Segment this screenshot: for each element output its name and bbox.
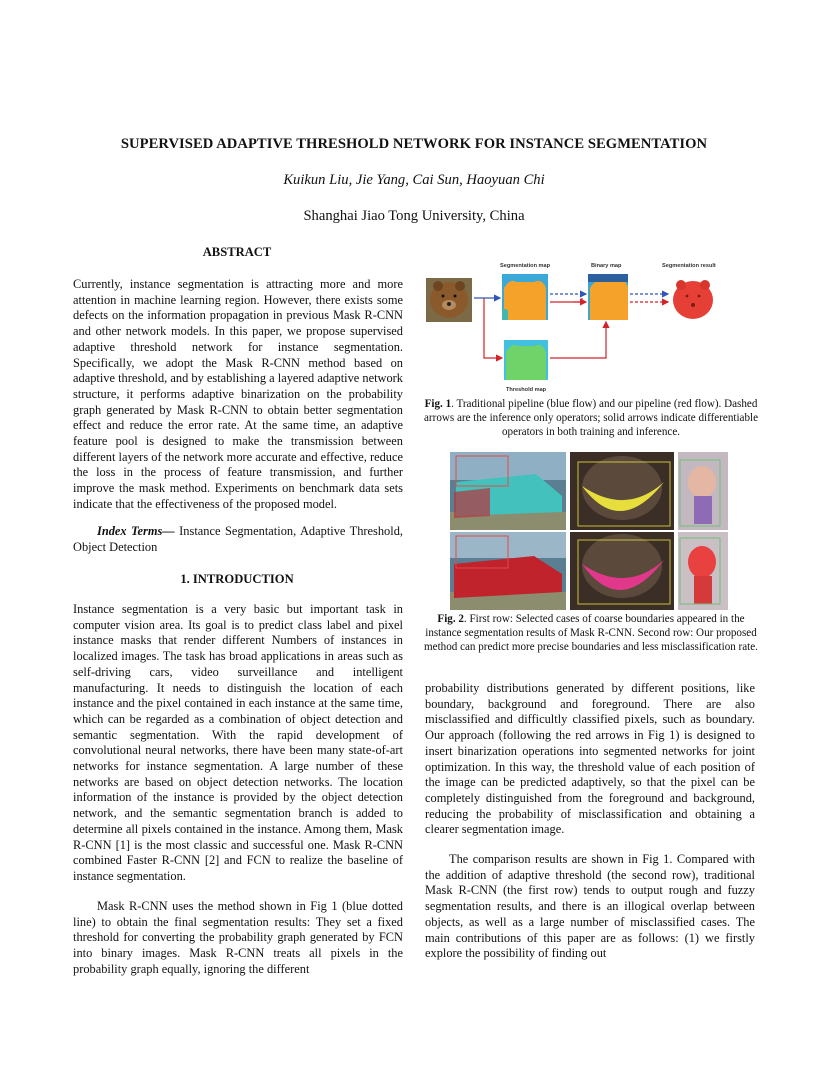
train-row1-image [450,452,566,530]
figure-2-comparison [450,452,728,610]
paper-title: SUPERVISED ADAPTIVE THRESHOLD NETWORK FOR INSTANCE SEGMENTATION [120,136,708,152]
figure-2-caption-label: Fig. 2 [437,613,464,625]
banana-row2-image [570,532,674,610]
red-arrow-seg-to-binary [550,298,582,302]
figure-1-caption-label: Fig. 1 [424,398,452,410]
banana-row1-image [570,452,674,530]
figure-2-caption [424,612,758,654]
index-terms-text: Instance Segmentation, Adaptive Threshold, Object Detection [73,524,403,554]
red-arrow-threshold-to-binary [550,322,606,358]
index-terms-label: Index Terms— [97,524,175,538]
binary-map-image [588,274,628,320]
figure-1-caption-text: . Traditional pipeline (blue flow) and our pipeline (red flow). Dashed arrows are the inference only operators; solid arrows indicate differentiable operators in both training and inference. [424,398,759,438]
label-segmentation-map: Segmentation map [500,263,551,269]
threshold-map-image [504,340,548,380]
index-terms [73,524,403,555]
figure-2-caption-text: . First row: Selected cases of coarse boundaries appeared in the instance segmentation results of Mask R-CNN. Second row: Our proposed method can predict more precise boundaries and less misclassification rate. [424,613,758,653]
segmentation-result-image [670,278,716,322]
label-segmentation-result: Segmentation result [662,263,716,269]
intro-paragraph-3: probability distributions generated by different positions, like boundary, background and foreground. There are also misclassified and difficultly classified pixels, such as boundary. Our approach (following the red arrows in Fig 1) is designed to insert binarization operations into segmented networks for joint optimization. In this way, the threshold value of each position of the image can be predicted adaptively, so that the pixel can be completely distinguished from the foreground and background, reducing the probability of misclassification and obtaining a clearer segmentation image. [425,681,755,837]
intro-paragraph-1: Instance segmentation is a very basic but important task in computer vision area. Its goal is to predict class label and pixel instance masks that render different Numbers of instances in localized images. The task has broad applications in areas such as self-driving cars, video surveillance and intelligent manufacturing. It needs to distinguish the location of each instance and the pixel contained in each instance at the same time, which can be regarded as a combination of object detection and semantic segmentation. With the rapid development of convolutional neural networks, there have been many state-of-art networks for instance segmentation. A large number of these networks are based on object detection networks. The location information of the instance is provided by the object detection network, and the semantic segmentation branch is added to determine all pixels contained in the instance. Among them, Mask R-CNN [1] is the most classic and successful one. Mask R-CNN combined Faster R-CNN [2] and FCN to realize the baseline of instance segmentation. [73,602,403,883]
train-row2-image [450,532,566,610]
person-row1-image [678,452,728,530]
label-binary-map: Binary map [591,263,622,269]
figure-1-caption [424,397,758,439]
person-row2-image [678,532,728,610]
abstract-body: Currently, instance segmentation is attracting more and more attention in machine learning region. However, there exists some defects on the information propagation in previous Mask R-CNN and other network models. In this paper, we propose supervised adaptive threshold network for instance segmentation. Specifically, we adopt the Mask R-CNN method based on adaptive threshold, and by establishing a layered adaptive network structure, it performs adaptive binarization on the probability graph generated by Mask R-CNN to obtain better segmentation effect and reduce the error rate. At the same time, an adaptive feature pool is designed to make the transmission between different layers of the network more accurate and effective, reduce the loss in the process of feature transmission, and further improve the mask method. Experiments on benchmark data sets indicate that the effectiveness of the proposed model. [73,277,403,511]
paper-affiliation: Shanghai Jiao Tong University, China [303,208,525,224]
intro-paragraph-2: Mask R-CNN uses the method shown in Fig 1 (blue dotted line) to obtain the final segmentation results: They set a fixed threshold for converting the probability graph generated by FCN into binary images. Mask R-CNN treats all pixels in the probability graph equally, ignoring the different [73,899,403,976]
paper-authors: Kuikun Liu, Jie Yang, Cai Sun, Haoyuan Chi [283,172,545,188]
figure-1-pipeline [424,258,754,394]
segmentation-map-image [502,274,548,320]
red-arrow-to-threshold [484,298,502,358]
intro-paragraph-4: The comparison results are shown in Fig 1. Compared with the addition of adaptive threshold (the second row), traditional Mask R-CNN (the first row) tends to output rough and fuzzy segmentation results, and there is an illogical overlap between objects, as well as a large number of misclassified cases. The main contributions of this paper are as follows: (1) we firstly explore the possibility of finding out [425,852,755,961]
abstract-heading: ABSTRACT [202,245,272,259]
introduction-heading: 1. INTRODUCTION [180,572,294,586]
bear-photo [426,278,472,322]
abstract-text [73,277,403,513]
label-threshold-map: Threshold map [506,387,547,393]
